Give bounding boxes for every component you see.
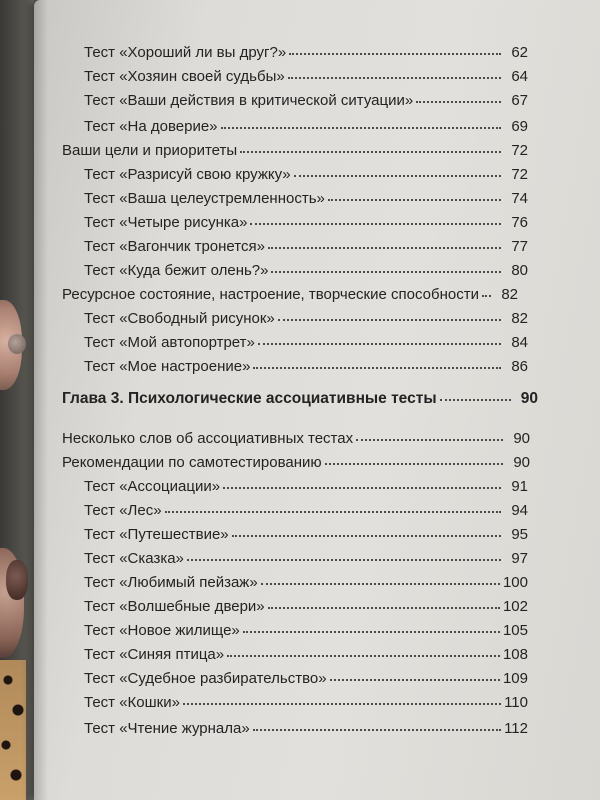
dot-leader xyxy=(356,428,503,441)
toc-title: Тест «Свободный рисунок» xyxy=(84,310,275,327)
toc-page-number: 90 xyxy=(520,390,538,407)
dot-leader xyxy=(268,236,501,249)
toc-page-number: 94 xyxy=(511,502,528,519)
toc-title: Ресурсное состояние, настроение, творческие способности xyxy=(62,286,479,303)
dot-leader xyxy=(183,692,501,705)
dot-leader xyxy=(271,260,501,273)
toc-page-number: 108 xyxy=(502,646,528,663)
toc-entry xyxy=(84,598,528,616)
toc-entry xyxy=(84,44,528,62)
toc-entry xyxy=(84,646,528,664)
toc-entry xyxy=(84,118,528,136)
toc-page-number: 91 xyxy=(511,478,528,495)
toc-section xyxy=(62,142,528,160)
dot-leader xyxy=(223,476,501,489)
toc-page-number: 102 xyxy=(502,598,528,615)
toc-title: Ваши цели и приоритеты xyxy=(62,142,238,159)
toc-entry xyxy=(84,526,528,544)
dot-leader xyxy=(165,500,501,513)
toc-title: Тест «Разрисуй свою кружку» xyxy=(84,166,291,183)
dot-leader xyxy=(288,66,501,79)
toc-page-number: 72 xyxy=(511,142,528,159)
dot-leader xyxy=(232,524,501,537)
toc-entry xyxy=(84,550,528,568)
toc-entry xyxy=(84,214,528,232)
dot-leader xyxy=(416,90,501,103)
toc-title: Тест «На доверие» xyxy=(84,118,218,135)
dot-leader xyxy=(240,140,501,153)
dot-leader xyxy=(187,548,501,561)
toc-page-number: 77 xyxy=(511,238,528,255)
dot-leader xyxy=(289,42,501,55)
toc-entry xyxy=(84,358,528,376)
toc-title: Тест «Мой автопортрет» xyxy=(84,334,255,351)
toc-page-number: 67 xyxy=(511,92,528,109)
toc-page-number: 64 xyxy=(511,68,528,85)
toc-section xyxy=(62,454,530,472)
toc-page-number: 82 xyxy=(511,310,528,327)
toc-page-number: 76 xyxy=(511,214,528,231)
dot-leader xyxy=(278,308,501,321)
toc-entry xyxy=(84,334,528,352)
toc-title: Тест «Куда бежит олень?» xyxy=(84,262,269,279)
toc-entry xyxy=(84,190,528,208)
toc-entry xyxy=(84,68,528,86)
toc-page-number: 109 xyxy=(502,670,528,687)
dot-leader xyxy=(261,572,500,585)
toc-title: Глава 3. Психологические ассоциативные тесты xyxy=(62,390,437,407)
dot-leader xyxy=(440,388,511,401)
toc-page-number: 90 xyxy=(513,454,530,471)
toc-page-number: 105 xyxy=(502,622,528,639)
toc-title: Тест «Любимый пейзаж» xyxy=(84,574,258,591)
dot-leader xyxy=(243,620,500,633)
toc-page-number: 100 xyxy=(502,574,528,591)
toc-page-number: 97 xyxy=(511,550,528,567)
toc-title: Тест «Вагончик тронется» xyxy=(84,238,265,255)
toc-title: Тест «Кошки» xyxy=(84,694,180,711)
toc-title: Тест «Ваши действия в критической ситуации» xyxy=(84,92,414,109)
toc-title: Тест «Четыре рисунка» xyxy=(84,214,248,231)
toc-title: Рекомендации по самотестированию xyxy=(62,454,322,471)
toc-title: Тест «Судебное разбирательство» xyxy=(84,670,327,687)
toc-chapter xyxy=(62,390,538,408)
toc-section xyxy=(62,286,518,304)
toc-page-number: 72 xyxy=(511,166,528,183)
toc-title: Тест «Лес» xyxy=(84,502,162,519)
toc-page-number: 69 xyxy=(511,118,528,135)
toc-title: Тест «Чтение журнала» xyxy=(84,720,250,737)
toc-page-number: 82 xyxy=(501,286,518,303)
dot-leader xyxy=(253,718,501,731)
toc-title: Тест «Ваша целеустремленность» xyxy=(84,190,325,207)
toc-title: Тест «Хозяин своей судьбы» xyxy=(84,68,285,85)
toc-title: Тест «Хороший ли вы друг?» xyxy=(84,44,287,61)
toc-entry xyxy=(84,622,528,640)
toc-page-number: 95 xyxy=(511,526,528,543)
toc-entry xyxy=(84,238,528,256)
toc-page-number: 80 xyxy=(511,262,528,279)
toc-page-number: 90 xyxy=(513,430,530,447)
toc-page-number: 62 xyxy=(511,44,528,61)
dot-leader xyxy=(328,188,501,201)
toc-entry xyxy=(84,92,528,110)
dot-leader xyxy=(325,452,503,465)
dot-leader xyxy=(227,644,500,657)
toc-entry xyxy=(84,310,528,328)
dot-leader xyxy=(250,212,501,225)
dot-leader xyxy=(294,164,501,177)
dot-leader xyxy=(253,356,501,369)
toc-entry xyxy=(84,262,528,280)
dot-leader xyxy=(221,116,501,129)
fingernail-bottom xyxy=(6,560,28,600)
toc-page-number: 74 xyxy=(511,190,528,207)
toc-title: Тест «Путешествие» xyxy=(84,526,229,543)
toc-entry xyxy=(84,670,528,688)
fingernail-top xyxy=(8,334,26,354)
fabric-edge xyxy=(0,660,26,800)
toc-page-number: 84 xyxy=(511,334,528,351)
toc-entry xyxy=(84,502,528,520)
toc-title: Тест «Волшебные двери» xyxy=(84,598,265,615)
toc-entry xyxy=(84,720,528,738)
toc-page-number: 112 xyxy=(504,720,528,737)
toc-entry xyxy=(84,478,528,496)
toc-entry xyxy=(84,694,528,712)
toc-section xyxy=(62,430,530,448)
toc-page-number: 86 xyxy=(511,358,528,375)
dot-leader xyxy=(268,596,500,609)
dot-leader xyxy=(330,668,500,681)
toc-title: Тест «Мое настроение» xyxy=(84,358,251,375)
dot-leader xyxy=(258,332,501,345)
dot-leader xyxy=(482,284,491,297)
toc-title: Тест «Ассоциации» xyxy=(84,478,221,495)
toc-entry xyxy=(84,166,528,184)
toc-title: Несколько слов об ассоциативных тестах xyxy=(62,430,354,447)
toc-title: Тест «Сказка» xyxy=(84,550,184,567)
toc-title: Тест «Новое жилище» xyxy=(84,622,240,639)
toc-page-number: 110 xyxy=(504,694,528,711)
page-edge-shadow xyxy=(34,0,48,800)
toc-title: Тест «Синяя птица» xyxy=(84,646,225,663)
toc-entry xyxy=(84,574,528,592)
